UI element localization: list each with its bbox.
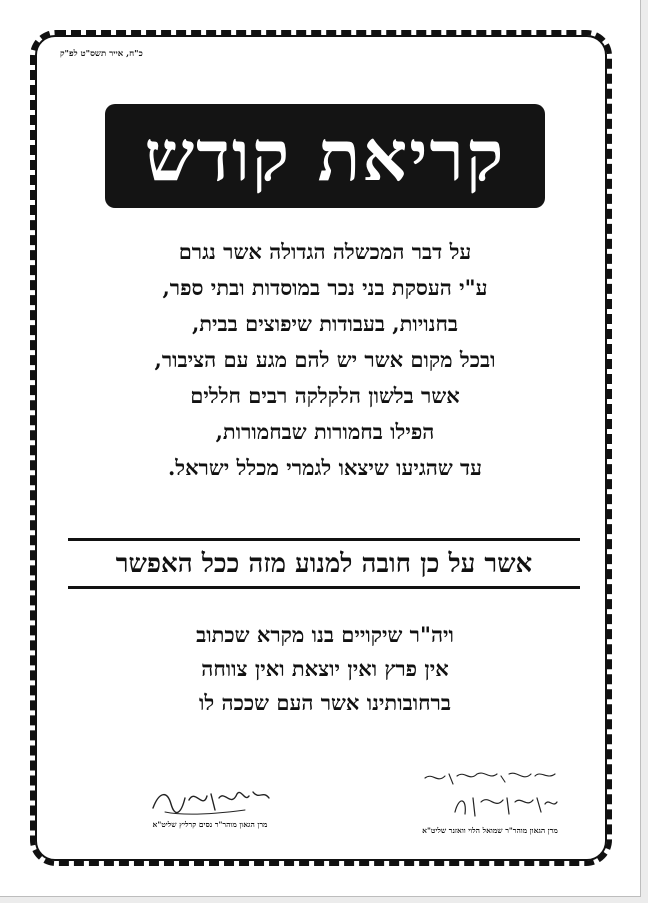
divider-top (68, 538, 580, 541)
signature-label-right: מרן הגאון מוהר"ר שמואל הלוי וואזנר שליט"א (422, 826, 558, 835)
closing-line: ויה"ר שיקויים בנו מקרא שכתוב (196, 622, 454, 647)
body-line: בחנויות, בעבודות שיפוצים בבית, (191, 311, 459, 336)
body-line: על דבר המכשלה הגדולה אשר נגרם (178, 239, 472, 264)
handwritten-signature-left (145, 780, 275, 820)
handwritten-signature-right (415, 768, 565, 826)
closing-line: אין פרץ ואין יוצאת ואין צווחה (201, 656, 449, 681)
body-line: ובכל מקום אשר יש להם מגע עם הציבור, (154, 347, 496, 372)
body-line: עד שהגיעו שיצאו לגמרי מכלל ישראל. (167, 455, 483, 480)
signature-right (390, 768, 590, 835)
body-line: הפילו בחמורות שבחמורות, (215, 419, 435, 444)
signature-left (110, 780, 310, 829)
closing-line: ברחובותינו אשר העם שככה לו (199, 690, 451, 715)
body-line: אשר בלשון הלקלקה רבים חללים (190, 383, 460, 408)
document-title: קריאת קודש (144, 114, 506, 197)
divider-bottom (68, 586, 580, 589)
body-text (60, 234, 590, 486)
document-date: כ"ח, אייר תשס"ט לפ"ק (60, 49, 143, 59)
signature-label-left: מרן הגאון מוהר"ר נסים קרליץ שליט"א (152, 820, 268, 829)
body-line: ע"י העסקת בני נכר במוסדות ובתי ספר, (162, 275, 488, 300)
title-banner (105, 104, 545, 208)
highlight-statement: אשר על כן חובה למנוע מזה ככל האפשר (115, 549, 533, 579)
closing-text (60, 618, 590, 720)
